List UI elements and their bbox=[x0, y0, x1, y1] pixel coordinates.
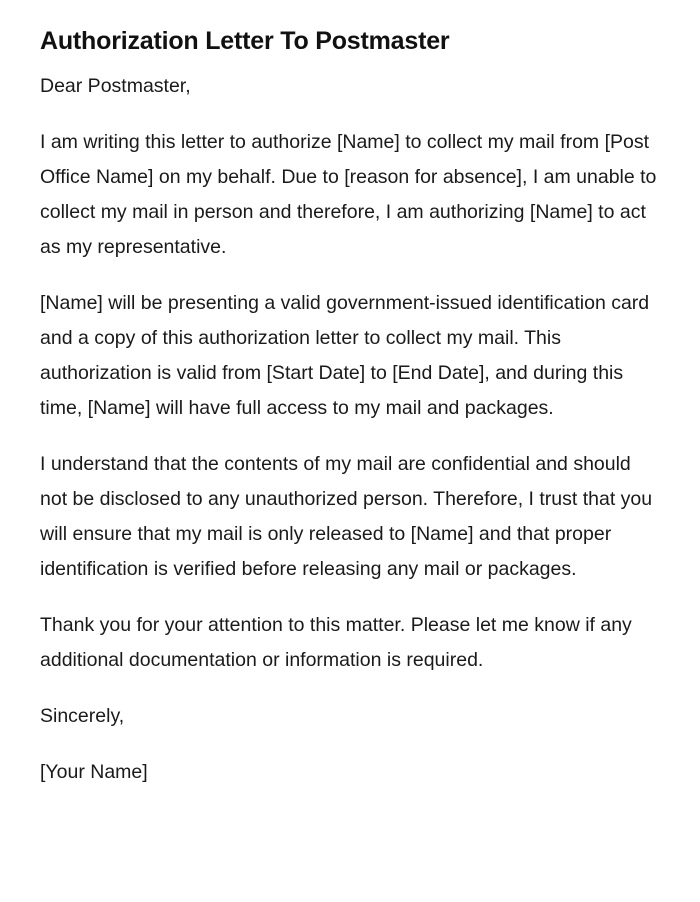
letter-greeting: Dear Postmaster, bbox=[40, 75, 191, 97]
letter-closing: Sincerely, bbox=[40, 705, 125, 727]
letter-paragraph-2: [Name] will be presenting a valid government-issued identification card and a copy of this authorization letter to collect my mail. This authorization is valid from [Start Date] to [End Date], and during this time, [Name] will have full access to my mail and packages. bbox=[40, 292, 650, 419]
letter-page bbox=[40, 0, 660, 790]
letter-title: Authorization Letter To Postmaster bbox=[40, 27, 450, 55]
letter-paragraph-4: Thank you for your attention to this matter. Please let me know if any additional documentation or information is required. bbox=[40, 614, 632, 671]
letter-paragraph-3: I understand that the contents of my mail are confidential and should not be disclosed to any unauthorized person. Therefore, I trust that you will ensure that my mail is only released to [Name] and that proper identification is verified before releasing any mail or packages. bbox=[40, 453, 653, 580]
letter-signature: [Your Name] bbox=[40, 761, 148, 783]
letter-paragraph-1: I am writing this letter to authorize [Name] to collect my mail from [Post Office Name] on my behalf. Due to [reason for absence], I am unable to collect my mail in person and therefore, I am authorizing [Name] to act as my representative. bbox=[40, 131, 657, 258]
